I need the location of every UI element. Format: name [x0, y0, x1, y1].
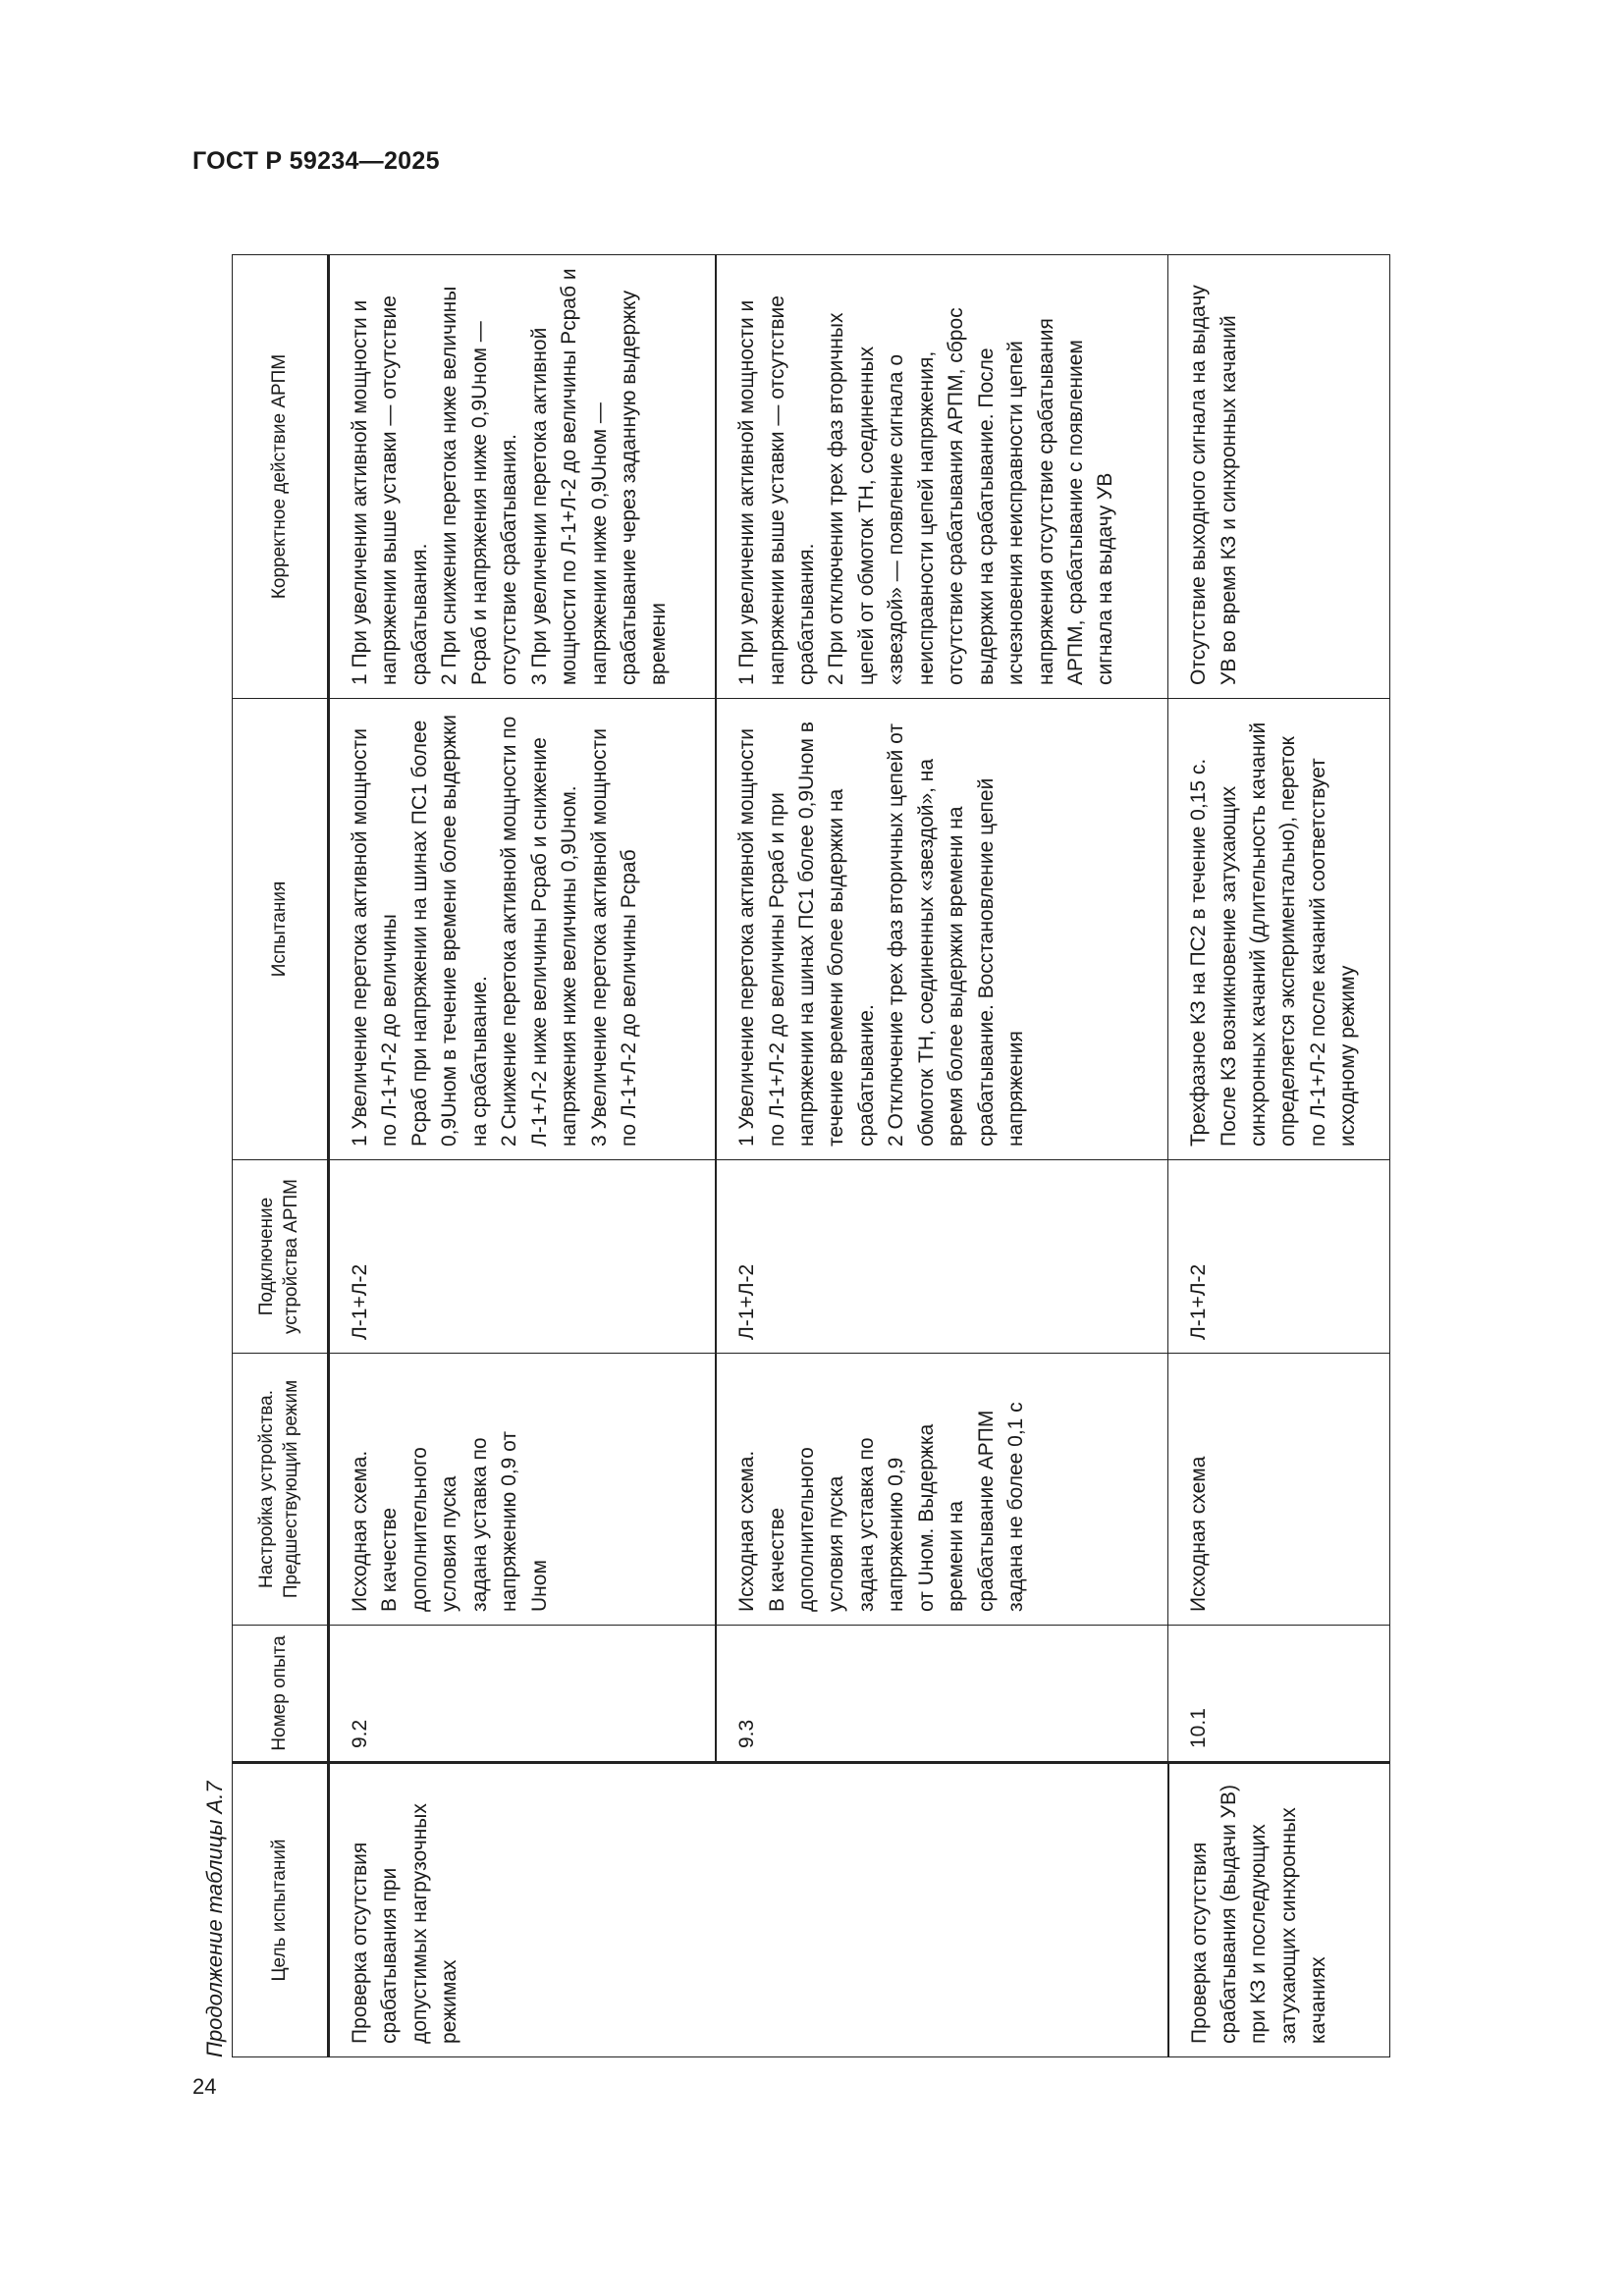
tests-cell	[1168, 699, 1390, 1160]
setup-cell	[1168, 1354, 1390, 1626]
table-caption: Продолжение таблицы А.7	[202, 1781, 227, 2057]
document-header: ГОСТ Р 59234—2025	[192, 147, 440, 175]
setup-line: времени на	[945, 1500, 968, 1612]
test-step: Pсраб при напряжении на шинах ПС1 более 0,9Uном в течение времени более выдержки на срабатывание.	[407, 714, 491, 1147]
action-step: 3 При увеличении перетока активной мощности по Л-1+Л-2 до величины Pсраб и напряжении ниже 0,9Uном — срабатывание через заданную выдержку времени	[527, 268, 671, 685]
goal-cell: Проверка отсутствия срабатывания при допустимых нагрузочных режимах	[329, 1763, 1168, 2057]
setup-line: Исходная схема.	[349, 1450, 371, 1612]
test-step: 1 Увеличение перетока активной мощности по Л-1+Л-2 до величины	[349, 728, 402, 1147]
number-cell: 9.2	[329, 1626, 717, 1763]
setup-line: задана уставка по	[854, 1437, 878, 1612]
col-header-action: Корректное действие АРПМ	[233, 255, 329, 699]
setup-line: напряжению 0,9 от	[498, 1431, 521, 1612]
setup-line: Uном	[527, 1560, 551, 1612]
col-header-tests: Испытания	[233, 699, 329, 1160]
setup-line: условия пуска	[825, 1475, 848, 1612]
action-cell	[329, 255, 717, 699]
setup-line: условия пуска	[438, 1475, 461, 1612]
table-row	[329, 255, 717, 2057]
action-cell	[716, 255, 1167, 699]
table-header-row	[233, 255, 329, 2057]
tests-cell	[716, 699, 1167, 1160]
page-number: 24	[192, 2074, 217, 2099]
setup-line: задана не более 0,1 с	[1004, 1402, 1028, 1612]
action-step: 2 При отключении трех фаз вторичных цепей от обмоток ТН, соединенных «звездой» — появление сигнала о неисправности цепей напряжения, отсутствие срабатывания АРПМ, сброс выдержки на срабатывание. После исчезновения неисправности цепей напряжения отсутствие срабатывания АРПМ, срабатывание с появлением сигнала на выдачу УВ	[825, 307, 1117, 685]
setup-cell	[716, 1354, 1167, 1626]
tests-cell	[329, 699, 717, 1160]
setup-line: дополнительного	[407, 1447, 431, 1612]
action-step: 2 При снижении перетока ниже величины Pсраб и напряжения ниже 0,9Uном — отсутствие срабатывания.	[438, 286, 521, 685]
test-step: 3 Увеличение перетока активной мощности по Л-1+Л-2 до величины Pсраб	[587, 728, 640, 1147]
setup-line: В качестве	[378, 1507, 402, 1612]
test-table	[232, 254, 1390, 2057]
col-header-connection: Подключение устройства АРПМ	[233, 1160, 329, 1354]
table-row	[1168, 255, 1390, 2057]
action-step: 1 При увеличении активной мощности и напряжении выше уставки — отсутствие срабатывания.	[349, 295, 431, 685]
action-cell	[1168, 255, 1390, 699]
setup-line: от Uном. Выдержка	[914, 1423, 938, 1612]
setup-line: дополнительного	[795, 1447, 819, 1612]
goal-cell: Проверка отсутствия срабатывания (выдачи УВ) при КЗ и последующих затухающих синхронных качаниях	[1168, 1763, 1390, 2057]
setup-line: срабатывание АРПМ	[974, 1410, 998, 1612]
setup-line: В качестве	[765, 1507, 788, 1612]
connection-cell: Л-1+Л-2	[716, 1160, 1167, 1354]
action-step: 1 При увеличении активной мощности и напряжении выше уставки — отсутствие срабатывания.	[735, 295, 819, 685]
setup-line: задана уставка по	[467, 1437, 491, 1612]
number-cell: 10.1	[1168, 1626, 1390, 1763]
connection-cell: Л-1+Л-2	[1168, 1160, 1390, 1354]
col-header-number: Номер опыта	[233, 1626, 329, 1763]
number-cell: 9.3	[716, 1626, 1167, 1763]
test-step: Трехфазное КЗ на ПС2 в течение 0,15 с. После КЗ возникновение затухающих синхронных качаний (длительность качаний определяется экспериментально), переток по Л-1+Л-2 после качаний соответствует исходному режиму	[1187, 721, 1360, 1147]
setup-line: напряжению 0,9	[885, 1457, 908, 1612]
rotated-table-area	[192, 224, 1390, 2057]
test-step: 2 Снижение перетока активной мощности по Л-1+Л-2 ниже величины Pсраб и снижение напряжения ниже величины 0,9Uном.	[498, 716, 581, 1147]
test-step: 1 Увеличение перетока активной мощности по Л-1+Л-2 до величины Pсраб и при напряжении на шинах ПС1 более 0,9Uном в течение времени более выдержки на срабатывание.	[735, 721, 878, 1147]
connection-cell: Л-1+Л-2	[329, 1160, 717, 1354]
col-header-goal: Цель испытаний	[233, 1763, 329, 2057]
col-header-setup: Настройка устройства. Предшествующий режим	[233, 1354, 329, 1626]
setup-line: Исходная схема	[1187, 1456, 1211, 1612]
action-step: Отсутствие выходного сигнала на выдачу УВ во время КЗ и синхронных качаний	[1187, 285, 1240, 685]
test-step: 2 Отключение трех фаз вторичных цепей от обмоток ТН, соединенных «звездой», на время более выдержки времени на срабатывание. Восстановление цепей напряжения	[885, 723, 1028, 1147]
setup-cell	[329, 1354, 717, 1626]
rotated-content	[192, 224, 1390, 2057]
setup-line: Исходная схема.	[735, 1450, 759, 1612]
